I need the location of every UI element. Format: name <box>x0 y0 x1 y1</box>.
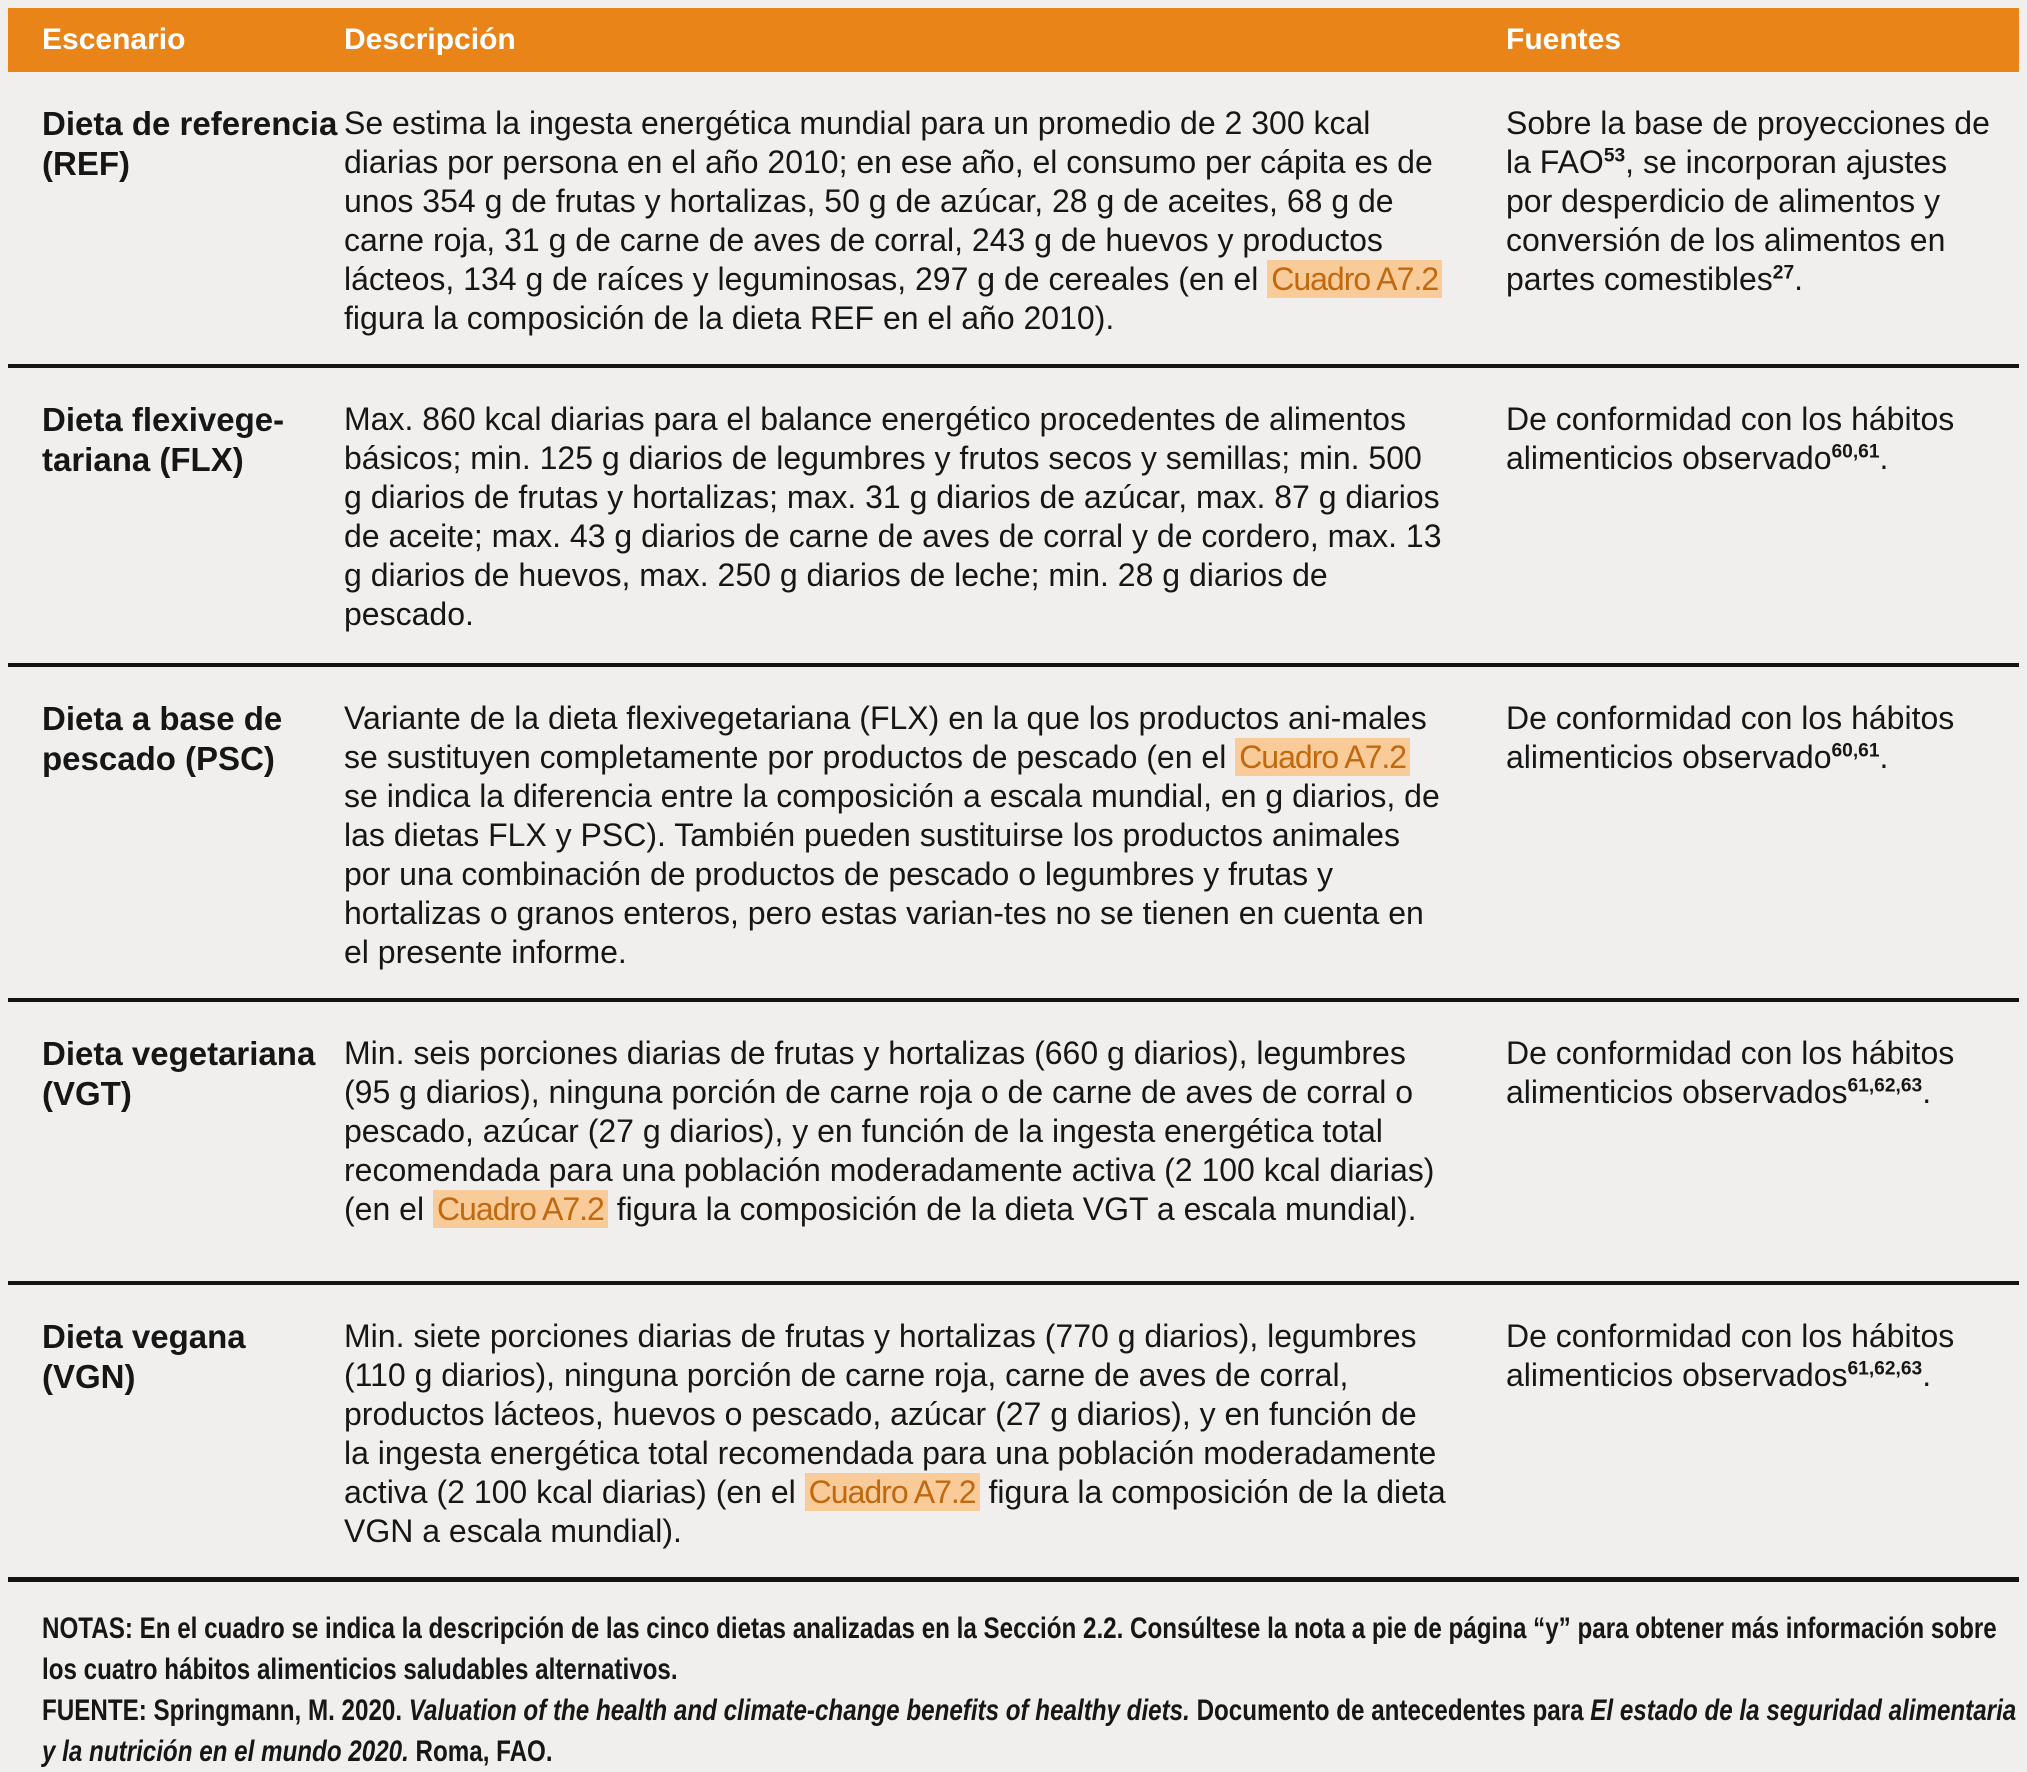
table-row <box>8 663 2019 998</box>
description-cell: Min. seis porciones diarias de frutas y hortalizas (660 g diarios), legumbres (95 g diarios), ninguna porción de carne roja o de carne de aves de corral o pescado, azúcar (27 g diarios), y en función de la ingesta energética total recomendada para una población moderadamente activa (2 100 kcal diarias) (en el Cuadro A7.2 figura la composición de la dieta VGT a escala mundial). <box>344 1035 1435 1227</box>
sources-cell: De conformidad con los hábitos alimenticios observado$^{60,61}$. <box>1506 401 1955 476</box>
description-cell: Max. 860 kcal diarias para el balance energético procedentes de alimentos básicos; min. 125 g diarios de legumbres y frutos secos y semillas; min. 500 g diarios de frutas y hortalizas; max. 31 g diarios de azúcar, max. 87 g diarios de aceite; max. 43 g diarios de carne de aves de corral y de cordero, max. 13 g diarios de huevos, max. 250 g diarios de leche; min. 28 g diarios de pescado. <box>344 401 1442 632</box>
sources-cell: De conformidad con los hábitos alimenticios observados$^{61,62,63}$. <box>1506 1035 1955 1110</box>
sources-cell: Sobre la base de proyecciones de la FAO$^{53}$, se incorporan ajustes por desperdicio de alimentos y conversión de los alimentos en partes comestibles$^{27}$. <box>1506 105 1990 297</box>
scenario-cell: Dieta a base de pescado (PSC) <box>42 700 283 777</box>
table-row <box>8 72 2019 364</box>
description-cell: Se estima la ingesta energética mundial para un promedio de 2 300 kcal diarias por persona en el año 2010; en ese año, el consumo per cápita es de unos 354 g de frutas y hortalizas, 50 g de azúcar, 28 g de aceites, 68 g de carne roja, 31 g de carne de aves de corral, 243 g de huevos y productos lácteos, 134 g de raíces y leguminosas, 297 g de cereales (en el Cuadro A7.2 figura la composición de la dieta REF en el año 2010). <box>344 104 1506 338</box>
table-row <box>8 364 2019 663</box>
sources-cell: De conformidad con los hábitos alimenticios observados$^{61,62,63}$. <box>1506 1318 1955 1393</box>
header-fuentes: Fuentes <box>1506 23 1622 56</box>
table-row <box>8 1281 2019 1577</box>
scenario-cell: Dieta flexivege- tariana (FLX) <box>42 401 285 478</box>
description-cell: Min. siete porciones diarias de frutas y hortalizas (770 g diarios), legumbres (110 g diarios), ninguna porción de carne roja, carne de aves de corral, productos lácteos, huevos o pescado, azúcar (27 g diarios), y en función de la ingesta energética total recomendada para una población moderadamente activa (2 100 kcal diarias) (en el Cuadro A7.2 figura la composición de la dieta VGN a escala mundial). <box>344 1318 1446 1549</box>
notes-section <box>8 1577 2019 1772</box>
table-row <box>8 998 2019 1281</box>
header-descripcion: Descripción <box>344 23 516 56</box>
description-cell: Variante de la dieta flexivegetariana (FLX) en la que los productos ani-males se sustituyen completamente por productos de pescado (en el Cuadro A7.2 se indica la diferencia entre la composición a escala mundial, en g diarios, de las dietas FLX y PSC). También pueden sustituirse los productos animales por una combinación de productos de pescado o legumbres y frutas y hortalizas o granos enteros, pero estas varian-tes no se tienen en cuenta en el presente informe. <box>344 700 1440 970</box>
scenario-cell: Dieta de referencia (REF) <box>42 105 338 182</box>
table-body <box>8 72 2019 1577</box>
notes-line: NOTAS: En el cuadro se indica la descripción de las cinco dietas analizadas en la Sección 2.2. Consúltese la nota a pie de página “y” para obtener más información sobre los cuatro hábitos alimenticios saludables alternativos. <box>42 1612 1997 1686</box>
notes-text-block <box>42 1608 2018 1772</box>
scenario-cell: Dieta vegana (VGN) <box>42 1318 246 1395</box>
source-line: FUENTE: Springmann, M. 2020. Valuation of the health and climate-change benefits of healthy diets. Documento de antecedentes para El estado de la seguridad alimentaria y la nutrición en el mundo 2020. Roma, FAO. <box>42 1694 2017 1768</box>
header-escenario: Escenario <box>42 23 186 56</box>
scenario-cell: Dieta vegetariana (VGT) <box>42 1035 316 1112</box>
table-header-bar <box>8 8 2019 72</box>
sources-cell: De conformidad con los hábitos alimenticios observado$^{60,61}$. <box>1506 700 1955 775</box>
